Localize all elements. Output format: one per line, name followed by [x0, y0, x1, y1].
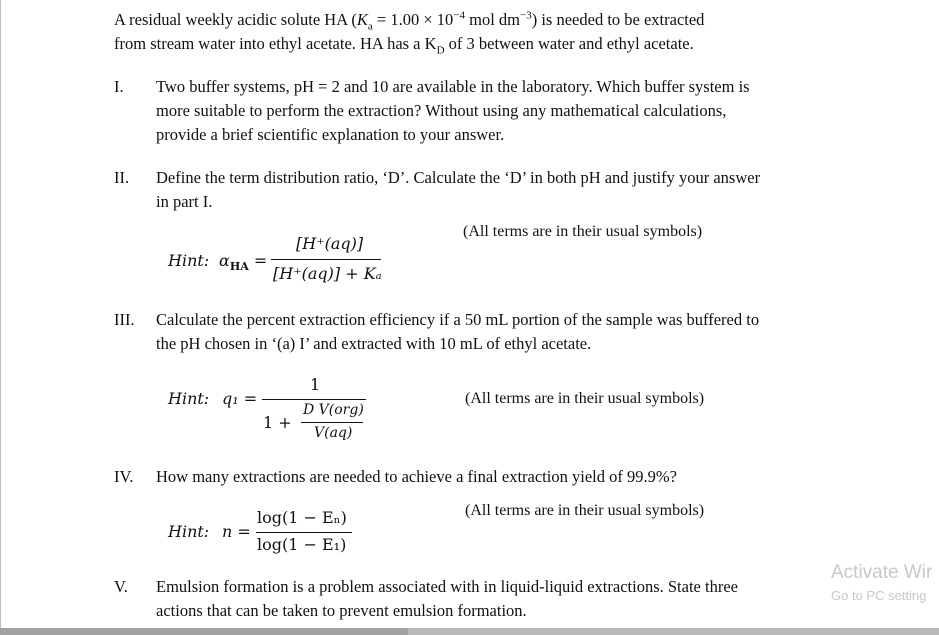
question-3-note: (All terms are in their usual symbols): [465, 390, 705, 407]
question-3-line-1: Calculate the percent extraction efficiency if a 50 mL portion of the sample was buffered to: [156, 310, 760, 329]
question-2-hint-numerator: [H⁺(aq)]: [296, 234, 364, 253]
question-4-note: (All terms are in their usual symbols): [465, 502, 705, 519]
question-3-hint-inner-numerator: D V(org): [303, 402, 364, 418]
question-4-hint-denominator: log(1 − E₁): [257, 535, 347, 554]
page-bottom-border-dark: [0, 628, 408, 635]
question-1-line-3: provide a brief scientific explanation to your answer.: [156, 125, 505, 144]
question-4-hint-label: Hint:: [168, 522, 210, 541]
question-3-inner-fraction-bar: [301, 422, 363, 423]
question-5-line-2: actions that can be taken to prevent emulsion formation.: [156, 601, 527, 620]
question-1-number: I.: [114, 77, 124, 96]
question-4-line: How many extractions are needed to achieve a final extraction yield of 99.9%?: [156, 467, 677, 486]
question-2-fraction-bar: [271, 259, 381, 260]
question-1-line-2: more suitable to perform the extraction? Without using any mathematical calculations,: [156, 101, 727, 120]
intro-line-2: from stream water into ethyl acetate. HA has a $K_D$ of 3 between water and ethyl acetate.: [114, 34, 694, 57]
question-2-line-2: in part I.: [156, 192, 213, 211]
question-3-line-2: the pH chosen in ‘(a) I’ and extracted with 10 mL of ethyl acetate.: [156, 334, 592, 353]
question-3-hint-label: Hint:: [168, 389, 210, 408]
question-2-number: II.: [114, 168, 130, 187]
question-5-number: V.: [114, 577, 128, 596]
question-4-number: IV.: [114, 467, 134, 486]
question-2-hint-label: Hint:: [168, 251, 210, 270]
question-2-hint-lhs: $\alpha_{HA}$ =: [219, 251, 268, 274]
question-3-number: III.: [114, 310, 135, 329]
question-2-hint-denominator: [H⁺(aq)] + Kₐ: [273, 264, 382, 283]
question-4-fraction-bar: [256, 532, 352, 533]
activation-watermark-title: Activate Wir: [831, 562, 933, 583]
question-3-hint-den-prefix: 1 +: [263, 413, 292, 432]
question-1-line-1: Two buffer systems, pH = 2 and 10 are available in the laboratory. Which buffer system is: [156, 77, 750, 96]
question-2-note: (All terms are in their usual symbols): [463, 223, 703, 240]
question-2-line-1: Define the term distribution ratio, ‘D’. Calculate the ‘D’ in both pH and justify your answer: [156, 168, 761, 187]
question-3-fraction-bar: [262, 399, 366, 400]
activation-watermark-link[interactable]: Go to PC setting: [831, 588, 927, 603]
question-3-hint-numerator: 1: [310, 375, 321, 394]
intro-line-1: A residual weekly acidic solute HA ($K_a = 1.00 \times 10^{-4}$ mol $dm^{-3}$) is needed to be extracted: [114, 9, 705, 33]
question-3-hint-inner-denominator: V(aq): [314, 425, 353, 441]
question-4-hint-lhs: n =: [222, 522, 251, 541]
question-3-hint-lhs: q₁ =: [222, 389, 258, 408]
page-left-border: [0, 0, 1, 628]
question-5-line-1: Emulsion formation is a problem associated with in liquid-liquid extractions. State three: [156, 577, 738, 596]
question-4-hint-numerator: log(1 − Eₙ): [257, 508, 347, 527]
